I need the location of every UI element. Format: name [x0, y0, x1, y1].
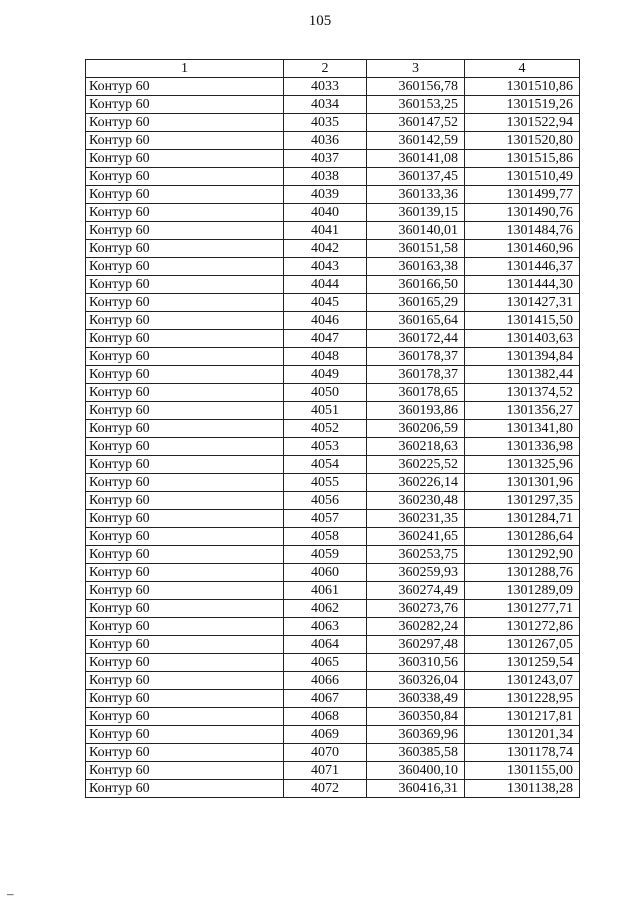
x-coordinate-cell: 360350,84: [367, 708, 465, 726]
x-coordinate-cell: 360253,75: [367, 546, 465, 564]
y-coordinate-cell: 1301499,77: [465, 186, 580, 204]
point-number-cell: 4042: [284, 240, 367, 258]
point-number-cell: 4036: [284, 132, 367, 150]
point-number-cell: 4068: [284, 708, 367, 726]
point-number-cell: 4059: [284, 546, 367, 564]
point-number-cell: 4052: [284, 420, 367, 438]
y-coordinate-cell: 1301228,95: [465, 690, 580, 708]
point-number-cell: 4067: [284, 690, 367, 708]
contour-cell: Контур 60: [86, 582, 284, 600]
contour-cell: Контур 60: [86, 240, 284, 258]
point-number-cell: 4046: [284, 312, 367, 330]
y-coordinate-cell: 1301382,44: [465, 366, 580, 384]
point-number-cell: 4064: [284, 636, 367, 654]
contour-cell: Контур 60: [86, 510, 284, 528]
x-coordinate-cell: 360326,04: [367, 672, 465, 690]
x-coordinate-cell: 360273,76: [367, 600, 465, 618]
contour-cell: Контур 60: [86, 726, 284, 744]
point-number-cell: 4050: [284, 384, 367, 402]
y-coordinate-cell: 1301289,09: [465, 582, 580, 600]
point-number-cell: 4056: [284, 492, 367, 510]
x-coordinate-cell: 360231,35: [367, 510, 465, 528]
x-coordinate-cell: 360178,37: [367, 348, 465, 366]
column-header-1: 1: [86, 60, 284, 78]
contour-cell: Контур 60: [86, 384, 284, 402]
x-coordinate-cell: 360153,25: [367, 96, 465, 114]
y-coordinate-cell: 1301374,52: [465, 384, 580, 402]
x-coordinate-cell: 360137,45: [367, 168, 465, 186]
x-coordinate-cell: 360142,59: [367, 132, 465, 150]
table-row: [86, 204, 580, 222]
contour-cell: Контур 60: [86, 690, 284, 708]
x-coordinate-cell: 360338,49: [367, 690, 465, 708]
x-coordinate-cell: 360416,31: [367, 780, 465, 798]
contour-cell: Контур 60: [86, 564, 284, 582]
y-coordinate-cell: 1301415,50: [465, 312, 580, 330]
point-number-cell: 4043: [284, 258, 367, 276]
y-coordinate-cell: 1301267,05: [465, 636, 580, 654]
table-row: [86, 762, 580, 780]
y-coordinate-cell: 1301520,80: [465, 132, 580, 150]
contour-cell: Контур 60: [86, 456, 284, 474]
x-coordinate-cell: 360310,56: [367, 654, 465, 672]
point-number-cell: 4041: [284, 222, 367, 240]
table-row: [86, 186, 580, 204]
column-header-3: 3: [367, 60, 465, 78]
contour-cell: Контур 60: [86, 618, 284, 636]
x-coordinate-cell: 360193,86: [367, 402, 465, 420]
y-coordinate-cell: 1301243,07: [465, 672, 580, 690]
y-coordinate-cell: 1301427,31: [465, 294, 580, 312]
x-coordinate-cell: 360151,58: [367, 240, 465, 258]
x-coordinate-cell: 360282,24: [367, 618, 465, 636]
table-row: [86, 600, 580, 618]
x-coordinate-cell: 360166,50: [367, 276, 465, 294]
contour-cell: Контур 60: [86, 204, 284, 222]
point-number-cell: 4033: [284, 78, 367, 96]
table-row: [86, 456, 580, 474]
contour-cell: Контур 60: [86, 348, 284, 366]
contour-cell: Контур 60: [86, 744, 284, 762]
contour-cell: Контур 60: [86, 294, 284, 312]
table-row: [86, 240, 580, 258]
x-coordinate-cell: 360226,14: [367, 474, 465, 492]
table-row: [86, 492, 580, 510]
contour-cell: Контур 60: [86, 132, 284, 150]
y-coordinate-cell: 1301522,94: [465, 114, 580, 132]
contour-cell: Контур 60: [86, 258, 284, 276]
table-row: [86, 690, 580, 708]
table-row: [86, 402, 580, 420]
table-row: [86, 474, 580, 492]
y-coordinate-cell: 1301301,96: [465, 474, 580, 492]
point-number-cell: 4072: [284, 780, 367, 798]
table-row: [86, 726, 580, 744]
contour-cell: Контур 60: [86, 186, 284, 204]
contour-cell: Контур 60: [86, 168, 284, 186]
table-row: [86, 330, 580, 348]
contour-cell: Контур 60: [86, 402, 284, 420]
y-coordinate-cell: 1301325,96: [465, 456, 580, 474]
point-number-cell: 4054: [284, 456, 367, 474]
y-coordinate-cell: 1301217,81: [465, 708, 580, 726]
point-number-cell: 4060: [284, 564, 367, 582]
y-coordinate-cell: 1301155,00: [465, 762, 580, 780]
table-row: [86, 276, 580, 294]
y-coordinate-cell: 1301341,80: [465, 420, 580, 438]
contour-cell: Контур 60: [86, 546, 284, 564]
contour-cell: Контур 60: [86, 780, 284, 798]
x-coordinate-cell: 360241,65: [367, 528, 465, 546]
x-coordinate-cell: 360165,29: [367, 294, 465, 312]
point-number-cell: 4065: [284, 654, 367, 672]
y-coordinate-cell: 1301286,64: [465, 528, 580, 546]
point-number-cell: 4063: [284, 618, 367, 636]
point-number-cell: 4034: [284, 96, 367, 114]
table-row: [86, 672, 580, 690]
table-row: [86, 708, 580, 726]
contour-cell: Контур 60: [86, 150, 284, 168]
table-row: [86, 528, 580, 546]
y-coordinate-cell: 1301403,63: [465, 330, 580, 348]
table-row: [86, 258, 580, 276]
point-number-cell: 4069: [284, 726, 367, 744]
contour-cell: Контур 60: [86, 222, 284, 240]
y-coordinate-cell: 1301446,37: [465, 258, 580, 276]
point-number-cell: 4035: [284, 114, 367, 132]
table-row: [86, 384, 580, 402]
table-row: [86, 564, 580, 582]
contour-cell: Контур 60: [86, 114, 284, 132]
point-number-cell: 4048: [284, 348, 367, 366]
point-number-cell: 4071: [284, 762, 367, 780]
footer-mark: –: [7, 886, 14, 901]
table-row: [86, 222, 580, 240]
x-coordinate-cell: 360139,15: [367, 204, 465, 222]
x-coordinate-cell: 360297,48: [367, 636, 465, 654]
page-number: 105: [308, 13, 332, 29]
table-row: [86, 150, 580, 168]
point-number-cell: 4055: [284, 474, 367, 492]
x-coordinate-cell: 360206,59: [367, 420, 465, 438]
x-coordinate-cell: 360369,96: [367, 726, 465, 744]
x-coordinate-cell: 360225,52: [367, 456, 465, 474]
contour-cell: Контур 60: [86, 636, 284, 654]
point-number-cell: 4058: [284, 528, 367, 546]
point-number-cell: 4049: [284, 366, 367, 384]
table-row: [86, 618, 580, 636]
contour-cell: Контур 60: [86, 762, 284, 780]
contour-cell: Контур 60: [86, 312, 284, 330]
coordinates-table-body: [86, 60, 580, 798]
table-row: [86, 312, 580, 330]
table-row: [86, 366, 580, 384]
y-coordinate-cell: 1301284,71: [465, 510, 580, 528]
contour-cell: Контур 60: [86, 438, 284, 456]
contour-cell: Контур 60: [86, 708, 284, 726]
contour-cell: Контур 60: [86, 600, 284, 618]
point-number-cell: 4066: [284, 672, 367, 690]
y-coordinate-cell: 1301201,34: [465, 726, 580, 744]
contour-cell: Контур 60: [86, 330, 284, 348]
contour-cell: Контур 60: [86, 276, 284, 294]
y-coordinate-cell: 1301292,90: [465, 546, 580, 564]
point-number-cell: 4037: [284, 150, 367, 168]
point-number-cell: 4047: [284, 330, 367, 348]
x-coordinate-cell: 360147,52: [367, 114, 465, 132]
table-row: [86, 510, 580, 528]
x-coordinate-cell: 360178,65: [367, 384, 465, 402]
contour-cell: Контур 60: [86, 654, 284, 672]
table-row: [86, 546, 580, 564]
x-coordinate-cell: 360141,08: [367, 150, 465, 168]
x-coordinate-cell: 360400,10: [367, 762, 465, 780]
x-coordinate-cell: 360172,44: [367, 330, 465, 348]
table-row: [86, 348, 580, 366]
x-coordinate-cell: 360178,37: [367, 366, 465, 384]
table-row: [86, 654, 580, 672]
table-row: [86, 582, 580, 600]
y-coordinate-cell: 1301444,30: [465, 276, 580, 294]
y-coordinate-cell: 1301336,98: [465, 438, 580, 456]
coordinates-table: [85, 59, 580, 798]
y-coordinate-cell: 1301277,71: [465, 600, 580, 618]
y-coordinate-cell: 1301138,28: [465, 780, 580, 798]
table-row: [86, 96, 580, 114]
table-row: [86, 78, 580, 96]
y-coordinate-cell: 1301288,76: [465, 564, 580, 582]
point-number-cell: 4039: [284, 186, 367, 204]
table-row: [86, 438, 580, 456]
point-number-cell: 4053: [284, 438, 367, 456]
x-coordinate-cell: 360274,49: [367, 582, 465, 600]
y-coordinate-cell: 1301510,86: [465, 78, 580, 96]
point-number-cell: 4057: [284, 510, 367, 528]
point-number-cell: 4040: [284, 204, 367, 222]
point-number-cell: 4051: [284, 402, 367, 420]
column-header-4: 4: [465, 60, 580, 78]
y-coordinate-cell: 1301272,86: [465, 618, 580, 636]
x-coordinate-cell: 360230,48: [367, 492, 465, 510]
y-coordinate-cell: 1301356,27: [465, 402, 580, 420]
table-row: [86, 168, 580, 186]
x-coordinate-cell: 360140,01: [367, 222, 465, 240]
x-coordinate-cell: 360156,78: [367, 78, 465, 96]
table-row: [86, 132, 580, 150]
x-coordinate-cell: 360259,93: [367, 564, 465, 582]
table-row: [86, 420, 580, 438]
contour-cell: Контур 60: [86, 672, 284, 690]
table-row: [86, 780, 580, 798]
y-coordinate-cell: 1301394,84: [465, 348, 580, 366]
x-coordinate-cell: 360218,63: [367, 438, 465, 456]
x-coordinate-cell: 360163,38: [367, 258, 465, 276]
contour-cell: Контур 60: [86, 492, 284, 510]
x-coordinate-cell: 360385,58: [367, 744, 465, 762]
point-number-cell: 4070: [284, 744, 367, 762]
x-coordinate-cell: 360133,36: [367, 186, 465, 204]
y-coordinate-cell: 1301510,49: [465, 168, 580, 186]
table-row: [86, 636, 580, 654]
point-number-cell: 4061: [284, 582, 367, 600]
y-coordinate-cell: 1301297,35: [465, 492, 580, 510]
table-header-row: [86, 60, 580, 78]
contour-cell: Контур 60: [86, 528, 284, 546]
point-number-cell: 4038: [284, 168, 367, 186]
y-coordinate-cell: 1301519,26: [465, 96, 580, 114]
y-coordinate-cell: 1301259,54: [465, 654, 580, 672]
contour-cell: Контур 60: [86, 474, 284, 492]
contour-cell: Контур 60: [86, 96, 284, 114]
y-coordinate-cell: 1301178,74: [465, 744, 580, 762]
contour-cell: Контур 60: [86, 420, 284, 438]
table-row: [86, 114, 580, 132]
column-header-2: 2: [284, 60, 367, 78]
contour-cell: Контур 60: [86, 366, 284, 384]
table-row: [86, 294, 580, 312]
point-number-cell: 4062: [284, 600, 367, 618]
point-number-cell: 4045: [284, 294, 367, 312]
x-coordinate-cell: 360165,64: [367, 312, 465, 330]
y-coordinate-cell: 1301460,96: [465, 240, 580, 258]
y-coordinate-cell: 1301484,76: [465, 222, 580, 240]
contour-cell: Контур 60: [86, 78, 284, 96]
y-coordinate-cell: 1301515,86: [465, 150, 580, 168]
y-coordinate-cell: 1301490,76: [465, 204, 580, 222]
table-row: [86, 744, 580, 762]
point-number-cell: 4044: [284, 276, 367, 294]
